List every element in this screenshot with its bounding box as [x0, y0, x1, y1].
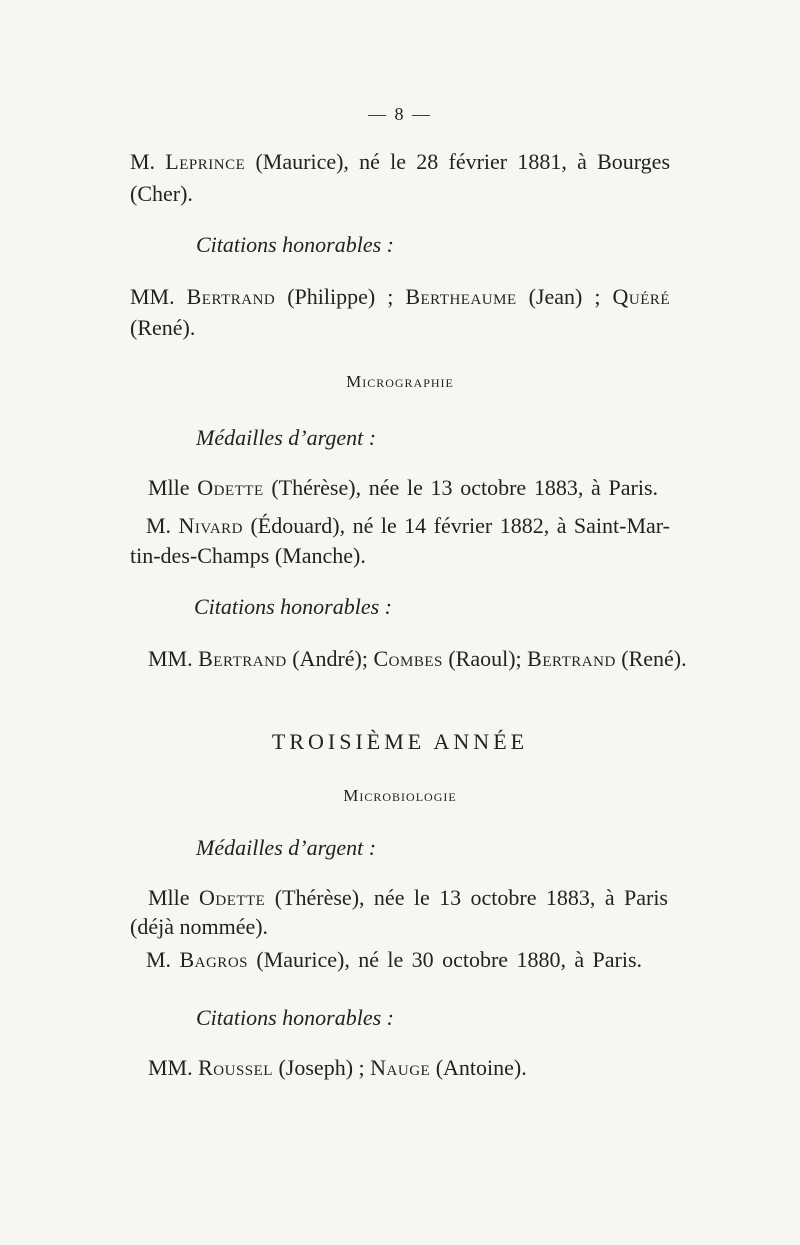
entry-prefix: Mlle	[148, 885, 190, 910]
year-title: TROISIÈME ANNÉE	[271, 729, 529, 754]
person-name: Bertrand	[198, 646, 287, 671]
entry-prefix: MM.	[130, 284, 175, 309]
person-name: Combes	[373, 646, 443, 671]
entry-prefix: M.	[146, 947, 172, 972]
citations-heading: Citations honorables :	[194, 594, 393, 619]
entry-details: (Raoul);	[448, 646, 522, 671]
entry-prefix: M.	[146, 513, 172, 538]
person-name: Odette	[197, 475, 264, 500]
entry-details: (André);	[292, 646, 368, 671]
entry-details: (Antoine).	[435, 1055, 527, 1080]
person-name: Leprince	[165, 149, 246, 174]
entry-details: (Édouard), né le 14 février 1882, à Saint-Mar-	[250, 513, 671, 538]
entry-nivard	[146, 512, 670, 540]
entry-prefix: MM.	[148, 1055, 193, 1080]
entry-details: (Thérèse), née le 13 octobre 1883, à Paris	[274, 885, 668, 910]
entry-details: (Maurice), né le 30 octobre 1880, à Paris.	[256, 947, 643, 972]
entry-details: (Maurice), né le 28 février 1881, à Bourges	[255, 149, 671, 174]
entry-details: (Joseph) ;	[278, 1055, 365, 1080]
person-name: Bertrand	[527, 646, 616, 671]
entry-leprince-cont: (Cher).	[130, 181, 193, 206]
entry-bagros	[146, 946, 642, 974]
person-name: Roussel	[198, 1055, 273, 1080]
citations-heading: Citations honorables :	[196, 232, 395, 257]
citations-line	[148, 645, 687, 673]
entry-prefix: Mlle	[148, 475, 190, 500]
person-name: Nivard	[178, 513, 243, 538]
medals-heading: Médailles d’argent :	[196, 425, 377, 450]
entry-details: (Philippe) ;	[287, 284, 394, 309]
entry-odette-repeat	[148, 884, 668, 912]
citations-line	[130, 283, 670, 311]
entry-nivard-cont: tin-des-Champs (Manche).	[130, 543, 366, 568]
citations-line-cont: (René).	[130, 315, 196, 340]
person-name: Bertheaume	[405, 284, 517, 309]
page-number: — 8 —	[368, 104, 432, 124]
person-name: Bagros	[179, 947, 248, 972]
person-name: Odette	[198, 885, 266, 910]
person-name: Quéré	[612, 284, 671, 309]
entry-prefix: MM.	[148, 646, 193, 671]
entry-prefix: M.	[130, 149, 156, 174]
entry-details: (Thérèse), née le 13 octobre 1883, à Paris.	[271, 475, 658, 500]
entry-odette	[148, 474, 658, 502]
person-name: Nauge	[370, 1055, 431, 1080]
citations-line	[148, 1054, 527, 1082]
medals-heading: Médailles d’argent :	[196, 835, 377, 860]
entry-odette-repeat-cont: (déjà nommée).	[130, 914, 269, 939]
entry-details: (René).	[621, 646, 687, 671]
person-name: Bertrand	[186, 284, 276, 309]
citations-heading: Citations honorables :	[196, 1005, 395, 1030]
section-heading-micrographie: Micrographie	[346, 372, 454, 391]
entry-leprince	[130, 148, 670, 176]
section-heading-microbiologie: Microbiologie	[343, 786, 457, 805]
entry-details: (Jean) ;	[528, 284, 601, 309]
